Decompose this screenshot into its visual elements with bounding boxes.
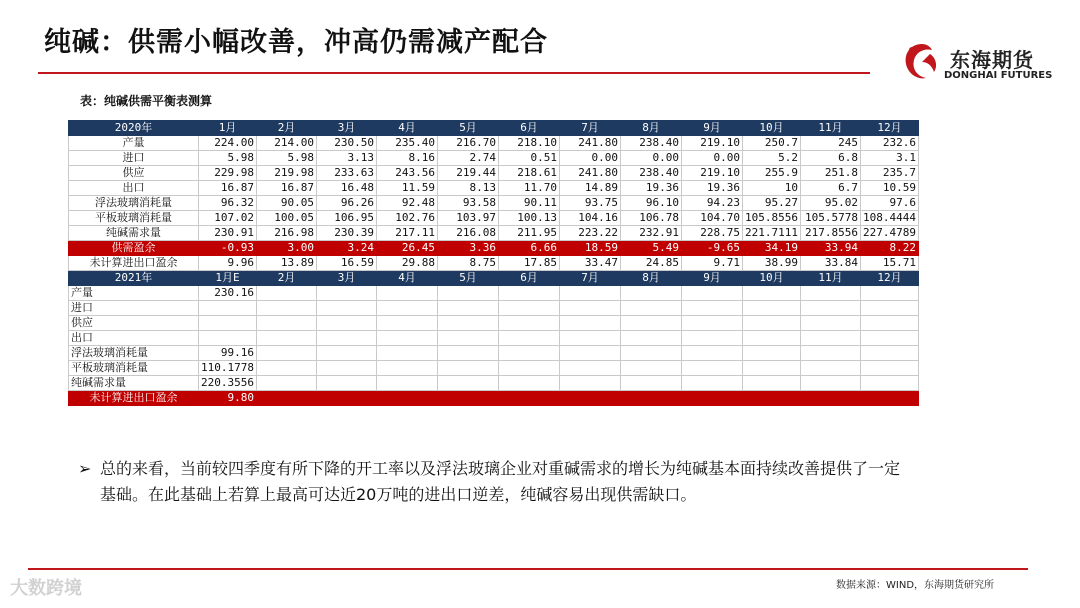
table-cell: 216.08: [438, 226, 499, 241]
table-cell: 5月: [438, 121, 499, 136]
table-cell: 219.10: [682, 166, 743, 181]
table-cell: 14.89: [560, 181, 621, 196]
table-cell: 230.50: [317, 136, 377, 151]
table-cell: 26.45: [377, 241, 438, 256]
table-cell: 12月: [860, 271, 918, 286]
table-cell: [860, 286, 918, 301]
table-row: [69, 346, 919, 361]
table-cell: 220.3556: [199, 376, 257, 391]
table-cell: 5.98: [199, 151, 257, 166]
table-cell: [560, 331, 621, 346]
table-cell: 纯碱需求量: [69, 376, 199, 391]
table-cell: 99.16: [199, 346, 257, 361]
table-row: [69, 361, 919, 376]
table-cell: 平板玻璃消耗量: [69, 211, 199, 226]
table-row: [69, 136, 919, 151]
table-cell: [317, 346, 377, 361]
table-cell: 251.8: [800, 166, 860, 181]
table-cell: 106.95: [317, 211, 377, 226]
table-cell: 217.11: [377, 226, 438, 241]
table-cell: 10: [743, 181, 801, 196]
table-cell: [499, 286, 560, 301]
table-cell: 2月: [257, 271, 317, 286]
table-cell: [438, 376, 499, 391]
table-cell: 供应: [69, 316, 199, 331]
table-cell: 238.40: [621, 166, 682, 181]
table-cell: 235.7: [860, 166, 918, 181]
table-cell: [377, 301, 438, 316]
table-cell: 3.36: [438, 241, 499, 256]
table-cell: [560, 286, 621, 301]
table-cell: 0.00: [621, 151, 682, 166]
table-cell: 6.8: [800, 151, 860, 166]
watermark: 大数跨境: [10, 578, 82, 599]
table-cell: 107.02: [199, 211, 257, 226]
table-cell: 218.10: [499, 136, 560, 151]
table-cell: 8.16: [377, 151, 438, 166]
table-cell: [499, 301, 560, 316]
table-cell: 3.1: [860, 151, 918, 166]
table-cell: 104.70: [682, 211, 743, 226]
table-cell: 1月: [199, 121, 257, 136]
table-row: [69, 286, 919, 301]
table-cell: 5.2: [743, 151, 801, 166]
table-cell: [377, 346, 438, 361]
table-cell: 2.74: [438, 151, 499, 166]
logo-english-name: DONGHAI FUTURES: [944, 70, 1053, 81]
table-row: [69, 151, 919, 166]
table-cell: [860, 331, 918, 346]
table-cell: 219.98: [257, 166, 317, 181]
table-cell: [438, 391, 499, 406]
table-cell: 216.98: [257, 226, 317, 241]
table-cell: 3月: [317, 271, 377, 286]
table-cell: 224.00: [199, 136, 257, 151]
table-cell: 90.11: [499, 196, 560, 211]
table-cell: [621, 316, 682, 331]
table-cell: 平板玻璃消耗量: [69, 361, 199, 376]
table-title: 表：纯碱供需平衡表测算: [80, 94, 213, 108]
table-cell: 16.87: [257, 181, 317, 196]
table-cell: [377, 376, 438, 391]
logo-chinese-name: 东海期货: [950, 48, 1034, 72]
table-cell: [621, 376, 682, 391]
table-cell: [743, 301, 801, 316]
table-cell: 241.80: [560, 166, 621, 181]
table-cell: 241.80: [560, 136, 621, 151]
table-cell: 纯碱需求量: [69, 226, 199, 241]
table-cell: 9.71: [682, 256, 743, 271]
table-cell: 93.58: [438, 196, 499, 211]
table-cell: [438, 346, 499, 361]
table-row: [69, 211, 919, 226]
table-cell: 100.13: [499, 211, 560, 226]
table-cell: [860, 346, 918, 361]
table-cell: 108.4444: [860, 211, 918, 226]
table-row: [69, 256, 919, 271]
table-cell: 17.85: [499, 256, 560, 271]
table-cell: 2020年: [69, 121, 199, 136]
table-cell: 10月: [743, 271, 801, 286]
table-cell: 216.70: [438, 136, 499, 151]
table-cell: 103.97: [438, 211, 499, 226]
table-cell: 出口: [69, 181, 199, 196]
table-cell: [743, 331, 801, 346]
table-cell: 8.13: [438, 181, 499, 196]
table-cell: 223.22: [560, 226, 621, 241]
table-cell: 219.44: [438, 166, 499, 181]
table-row: [69, 301, 919, 316]
table-cell: 255.9: [743, 166, 801, 181]
table-cell: 未计算进出口盈余: [69, 391, 199, 406]
table-cell: 7月: [560, 121, 621, 136]
table-cell: 102.76: [377, 211, 438, 226]
table-cell: [377, 331, 438, 346]
table-cell: [743, 376, 801, 391]
table-cell: 6月: [499, 271, 560, 286]
table-cell: 11.70: [499, 181, 560, 196]
bullet-arrow-icon: ➢: [78, 459, 92, 478]
table-cell: 245: [800, 136, 860, 151]
table-cell: 18.59: [560, 241, 621, 256]
table-cell: 250.7: [743, 136, 801, 151]
table-cell: [800, 316, 860, 331]
table-cell: 3.00: [257, 241, 317, 256]
data-source: 数据来源：WIND，东海期货研究所: [836, 580, 995, 591]
table-cell: 104.16: [560, 211, 621, 226]
table-cell: [199, 316, 257, 331]
table-cell: [560, 346, 621, 361]
table-cell: 供应: [69, 166, 199, 181]
table-cell: [499, 391, 560, 406]
table-cell: [682, 316, 743, 331]
table-cell: 11.59: [377, 181, 438, 196]
table-cell: 33.94: [800, 241, 860, 256]
table-cell: 106.78: [621, 211, 682, 226]
table-cell: [682, 301, 743, 316]
table-cell: 230.16: [199, 286, 257, 301]
table-cell: [199, 301, 257, 316]
table-cell: [800, 391, 860, 406]
table-cell: [317, 331, 377, 346]
table-cell: 94.23: [682, 196, 743, 211]
table-cell: 3.24: [317, 241, 377, 256]
table-cell: [317, 376, 377, 391]
title-divider: [38, 72, 870, 74]
table-cell: 230.39: [317, 226, 377, 241]
summary-text: 总的来看，当前较四季度有所下降的开工率以及浮法玻璃企业对重碱需求的增长为纯碱基本面持续改善提供了一定基础。在此基础上若算上最高可达近20万吨的进出口逆差，纯碱容易出现供需缺口。: [100, 459, 901, 504]
table-cell: 229.98: [199, 166, 257, 181]
table-row: [69, 391, 919, 406]
table-cell: 227.4789: [860, 226, 918, 241]
table-cell: 2月: [257, 121, 317, 136]
table-cell: 34.19: [743, 241, 801, 256]
table-cell: [860, 376, 918, 391]
table-cell: 9月: [682, 271, 743, 286]
table-cell: 5.49: [621, 241, 682, 256]
table-row: [69, 196, 919, 211]
table-cell: 10.59: [860, 181, 918, 196]
table-cell: [560, 391, 621, 406]
table-cell: 232.91: [621, 226, 682, 241]
table-cell: 90.05: [257, 196, 317, 211]
table-cell: [743, 361, 801, 376]
table-cell: 38.99: [743, 256, 801, 271]
table-cell: [682, 331, 743, 346]
table-cell: 110.1778: [199, 361, 257, 376]
table-cell: 8月: [621, 121, 682, 136]
table-cell: [317, 316, 377, 331]
table-cell: [621, 361, 682, 376]
table-cell: [743, 316, 801, 331]
table-cell: [257, 391, 317, 406]
table-cell: [560, 301, 621, 316]
table-cell: 4月: [377, 121, 438, 136]
table-cell: [257, 301, 317, 316]
table-cell: [499, 376, 560, 391]
table-cell: 221.7111: [743, 226, 801, 241]
table-cell: 33.84: [800, 256, 860, 271]
table-cell: 100.05: [257, 211, 317, 226]
table-cell: [743, 391, 801, 406]
table-cell: 238.40: [621, 136, 682, 151]
table-cell: 0.00: [682, 151, 743, 166]
table-cell: 95.02: [800, 196, 860, 211]
table-cell: [682, 346, 743, 361]
table-cell: [800, 286, 860, 301]
table-cell: 6.7: [800, 181, 860, 196]
table-cell: 6月: [499, 121, 560, 136]
table-cell: 19.36: [621, 181, 682, 196]
table-cell: 97.6: [860, 196, 918, 211]
table-cell: 10月: [743, 121, 801, 136]
table-cell: [621, 346, 682, 361]
table-cell: [438, 286, 499, 301]
table-cell: [682, 391, 743, 406]
table-cell: 92.48: [377, 196, 438, 211]
table-cell: [317, 301, 377, 316]
table-cell: -9.65: [682, 241, 743, 256]
table-cell: [499, 361, 560, 376]
table-cell: [438, 301, 499, 316]
table-row: [69, 376, 919, 391]
table-cell: 217.8556: [800, 226, 860, 241]
table-cell: 7月: [560, 271, 621, 286]
table-row: [69, 316, 919, 331]
table-row: [69, 121, 919, 136]
table-cell: 8.22: [860, 241, 918, 256]
table-cell: 出口: [69, 331, 199, 346]
table-cell: 8.75: [438, 256, 499, 271]
supply-demand-table: [68, 120, 919, 406]
table-cell: -0.93: [199, 241, 257, 256]
table-cell: [257, 376, 317, 391]
table-row: [69, 331, 919, 346]
table-cell: [199, 331, 257, 346]
table-cell: 0.00: [560, 151, 621, 166]
table-cell: 24.85: [621, 256, 682, 271]
table-cell: 105.5778: [800, 211, 860, 226]
table-cell: 6.66: [499, 241, 560, 256]
table-cell: 0.51: [499, 151, 560, 166]
table-cell: 211.95: [499, 226, 560, 241]
table-cell: 19.36: [682, 181, 743, 196]
table-cell: [800, 361, 860, 376]
table-cell: 16.48: [317, 181, 377, 196]
table-cell: [317, 391, 377, 406]
footer-divider: [28, 568, 1028, 570]
table-cell: [377, 286, 438, 301]
table-row: [69, 166, 919, 181]
table-cell: 218.61: [499, 166, 560, 181]
table-cell: 11月: [800, 121, 860, 136]
table-row: [69, 271, 919, 286]
table-cell: 5月: [438, 271, 499, 286]
table-cell: [499, 346, 560, 361]
table-cell: 供需盈余: [69, 241, 199, 256]
table-cell: [317, 361, 377, 376]
table-cell: [743, 286, 801, 301]
table-cell: 3月: [317, 121, 377, 136]
page-title: 纯碱：供需小幅改善，冲高仍需减产配合: [44, 27, 548, 58]
table-cell: [257, 346, 317, 361]
table-cell: [560, 316, 621, 331]
table-cell: [682, 361, 743, 376]
table-cell: 214.00: [257, 136, 317, 151]
table-cell: 29.88: [377, 256, 438, 271]
logo-mark-icon: [900, 40, 944, 86]
table-cell: 浮法玻璃消耗量: [69, 346, 199, 361]
table-cell: 1月E: [199, 271, 257, 286]
table-cell: [257, 331, 317, 346]
table-cell: 2021年: [69, 271, 199, 286]
table-cell: 96.10: [621, 196, 682, 211]
table-cell: 进口: [69, 151, 199, 166]
table-cell: [377, 391, 438, 406]
table-cell: 9.96: [199, 256, 257, 271]
table-cell: 219.10: [682, 136, 743, 151]
table-cell: [800, 331, 860, 346]
table-cell: 进口: [69, 301, 199, 316]
table-cell: [560, 361, 621, 376]
table-cell: 产量: [69, 286, 199, 301]
table-cell: 3.13: [317, 151, 377, 166]
table-cell: [800, 346, 860, 361]
table-cell: [438, 361, 499, 376]
table-cell: [743, 346, 801, 361]
table-row: [69, 241, 919, 256]
table-cell: 233.63: [317, 166, 377, 181]
table-cell: 105.8556: [743, 211, 801, 226]
table-cell: 12月: [860, 121, 918, 136]
table-cell: 95.27: [743, 196, 801, 211]
table-cell: 235.40: [377, 136, 438, 151]
table-cell: [860, 391, 918, 406]
table-cell: 13.89: [257, 256, 317, 271]
table-cell: [499, 316, 560, 331]
table-cell: [257, 361, 317, 376]
table-cell: [377, 361, 438, 376]
table-cell: 16.87: [199, 181, 257, 196]
table-cell: 228.75: [682, 226, 743, 241]
table-cell: [438, 331, 499, 346]
table-cell: [621, 301, 682, 316]
table-cell: 9月: [682, 121, 743, 136]
table-cell: 96.32: [199, 196, 257, 211]
table-cell: [860, 316, 918, 331]
table-cell: [621, 391, 682, 406]
table-row: [69, 226, 919, 241]
table-cell: 未计算进出口盈余: [69, 256, 199, 271]
table-cell: [800, 301, 860, 316]
table-cell: 5.98: [257, 151, 317, 166]
table-cell: [621, 331, 682, 346]
table-cell: [438, 316, 499, 331]
table-cell: 浮法玻璃消耗量: [69, 196, 199, 211]
table-cell: [560, 376, 621, 391]
table-cell: 96.26: [317, 196, 377, 211]
table-cell: 232.6: [860, 136, 918, 151]
table-cell: [860, 301, 918, 316]
table-cell: 9.80: [199, 391, 257, 406]
table-cell: 93.75: [560, 196, 621, 211]
table-cell: 230.91: [199, 226, 257, 241]
table-cell: [682, 376, 743, 391]
table-cell: [621, 286, 682, 301]
table-cell: 8月: [621, 271, 682, 286]
company-logo: [900, 40, 1060, 90]
table-cell: [257, 316, 317, 331]
table-cell: [682, 286, 743, 301]
table-cell: [800, 376, 860, 391]
table-cell: [377, 316, 438, 331]
table-cell: 15.71: [860, 256, 918, 271]
table-row: [69, 181, 919, 196]
table-cell: 4月: [377, 271, 438, 286]
table-cell: 33.47: [560, 256, 621, 271]
table-cell: [317, 286, 377, 301]
table-cell: 11月: [800, 271, 860, 286]
table-cell: [499, 331, 560, 346]
table-cell: [860, 361, 918, 376]
table-cell: 产量: [69, 136, 199, 151]
table-cell: 16.59: [317, 256, 377, 271]
table-cell: [257, 286, 317, 301]
table-cell: 243.56: [377, 166, 438, 181]
